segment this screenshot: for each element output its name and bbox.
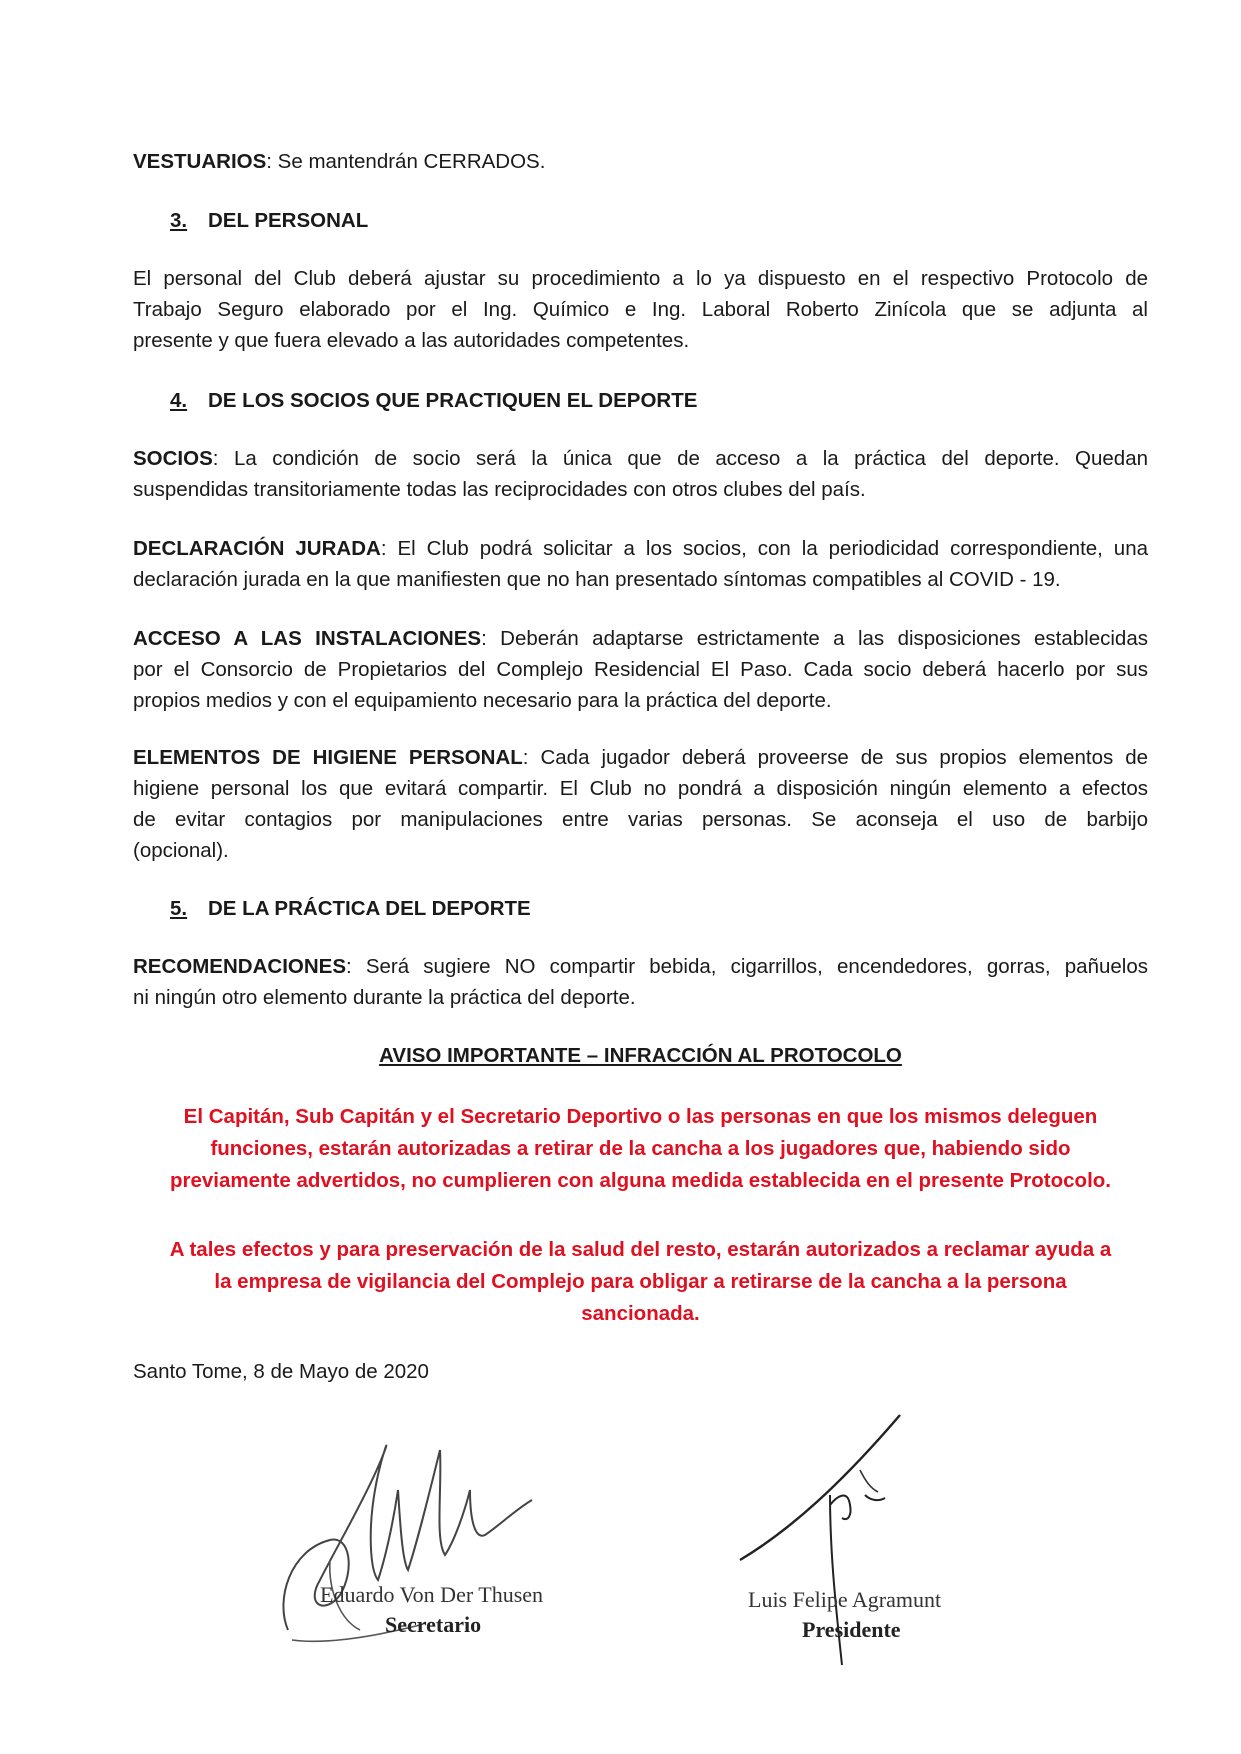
- aviso-line: funciones, estarán autorizadas a retirar de la cancha a los jugadores que, habiendo sido: [210, 1137, 1071, 1160]
- signature-block-secretario: [270, 1430, 590, 1660]
- recomendaciones-line: [133, 951, 1148, 982]
- aviso-line: la empresa de vigilancia del Complejo para obligar a retirarse de la cancha a la persona: [214, 1270, 1067, 1293]
- signature-role-secretario: Secretario: [385, 1612, 482, 1637]
- section-4-title: DE LOS SOCIOS QUE PRACTIQUEN EL DEPORTE: [208, 389, 698, 412]
- socios-text: : La condición de socio será la única que de acceso a la práctica del deporte. Quedan: [212, 447, 1148, 470]
- declaracion-line: declaración jurada en la que manifiesten que no han presentado síntomas compatibles al COVID - 19.: [133, 568, 1061, 591]
- declaracion-line: [133, 533, 1148, 564]
- vestuarios-label: VESTUARIOS: [133, 150, 267, 173]
- higiene-line: de evitar contagios por manipulaciones entre varias personas. Se aconseja el uso de barbijo: [133, 808, 1148, 831]
- section-5-heading: [170, 893, 531, 924]
- signature-name-presidente: Luis Felipe Agramunt: [748, 1587, 942, 1612]
- signature-name-secretario: Eduardo Von Der Thusen: [320, 1582, 544, 1607]
- aviso-line: previamente advertidos, no cumplieren con alguna medida establecida en el presente Protocolo.: [170, 1169, 1111, 1192]
- section-3-number: 3.: [170, 209, 188, 232]
- section-5-title: DE LA PRÁCTICA DEL DEPORTE: [208, 897, 531, 920]
- section-5-number: 5.: [170, 897, 188, 920]
- vestuarios-text: : Se mantendrán CERRADOS.: [266, 150, 546, 173]
- higiene-text: : Cada jugador deberá proveerse de sus propios elementos de: [522, 746, 1148, 769]
- aviso-line: A tales efectos y para preservación de la salud del resto, estarán autorizados a reclamar ayuda a: [169, 1238, 1112, 1261]
- declaracion-text: : El Club podrá solicitar a los socios, con la periodicidad correspondiente, una: [380, 537, 1148, 560]
- section-3-title: DEL PERSONAL: [208, 209, 369, 232]
- section-3-paragraph: [133, 263, 1148, 356]
- acceso-text: : Deberán adaptarse estrictamente a las disposiciones establecidas: [481, 627, 1148, 650]
- higiene-line: (opcional).: [133, 839, 229, 862]
- higiene-line: higiene personal los que evitará compartir. El Club no pondrá a disposición ningún elemento a efectos: [133, 777, 1148, 800]
- aviso-line: El Capitán, Sub Capitán y el Secretario Deportivo o las personas en que los mismos deleguen: [183, 1105, 1098, 1128]
- recomendaciones-paragraph: [133, 951, 1148, 1013]
- section-4-number: 4.: [170, 389, 188, 412]
- section-4-heading: [170, 385, 697, 416]
- section-3-line: presente y que fuera elevado a las autoridades competentes.: [133, 329, 690, 352]
- socios-line: suspendidas transitoriamente todas las reciprocidades con otros clubes del país.: [133, 478, 866, 501]
- higiene-paragraph: [133, 742, 1148, 866]
- aviso-paragraph-1: [133, 1101, 1148, 1197]
- signature-role-presidente: Presidente: [802, 1617, 901, 1642]
- declaracion-label: DECLARACIÓN JURADA: [133, 537, 381, 560]
- declaracion-paragraph: [133, 533, 1148, 595]
- recomendaciones-text: : Será sugiere NO compartir bebida, cigarrillos, encendedores, gorras, pañuelos: [346, 955, 1148, 978]
- date-place: Santo Tome, 8 de Mayo de 2020: [133, 1360, 429, 1383]
- acceso-label: ACCESO A LAS INSTALACIONES: [133, 627, 482, 650]
- vestuarios-paragraph: [133, 146, 1148, 177]
- acceso-line: [133, 623, 1148, 654]
- socios-line: [133, 443, 1148, 474]
- higiene-line: [133, 742, 1148, 773]
- socios-paragraph: [133, 443, 1148, 505]
- recomendaciones-label: RECOMENDACIONES: [133, 955, 346, 978]
- higiene-label: ELEMENTOS DE HIGIENE PERSONAL: [133, 746, 523, 769]
- aviso-title: AVISO IMPORTANTE – INFRACCIÓN AL PROTOCOLO: [379, 1044, 902, 1067]
- section-3-line: Trabajo Seguro elaborado por el Ing. Químico e Ing. Laboral Roberto Zinícola que se adjunta al: [133, 298, 1148, 321]
- acceso-paragraph: [133, 623, 1148, 716]
- acceso-line: propios medios y con el equipamiento necesario para la práctica del deporte.: [133, 689, 832, 712]
- aviso-line: sancionada.: [581, 1302, 700, 1325]
- recomendaciones-line: ni ningún otro elemento durante la práctica del deporte.: [133, 986, 636, 1009]
- aviso-paragraph-2: [133, 1234, 1148, 1330]
- socios-label: SOCIOS: [133, 447, 213, 470]
- section-3-line: El personal del Club deberá ajustar su procedimiento a lo ya dispuesto en el respectivo Protocolo de: [133, 267, 1148, 290]
- section-3-heading: [170, 205, 368, 236]
- signature-block-presidente: [720, 1410, 1020, 1675]
- acceso-line: por el Consorcio de Propietarios del Complejo Residencial El Paso. Cada socio deberá hacerlo por sus: [133, 658, 1148, 681]
